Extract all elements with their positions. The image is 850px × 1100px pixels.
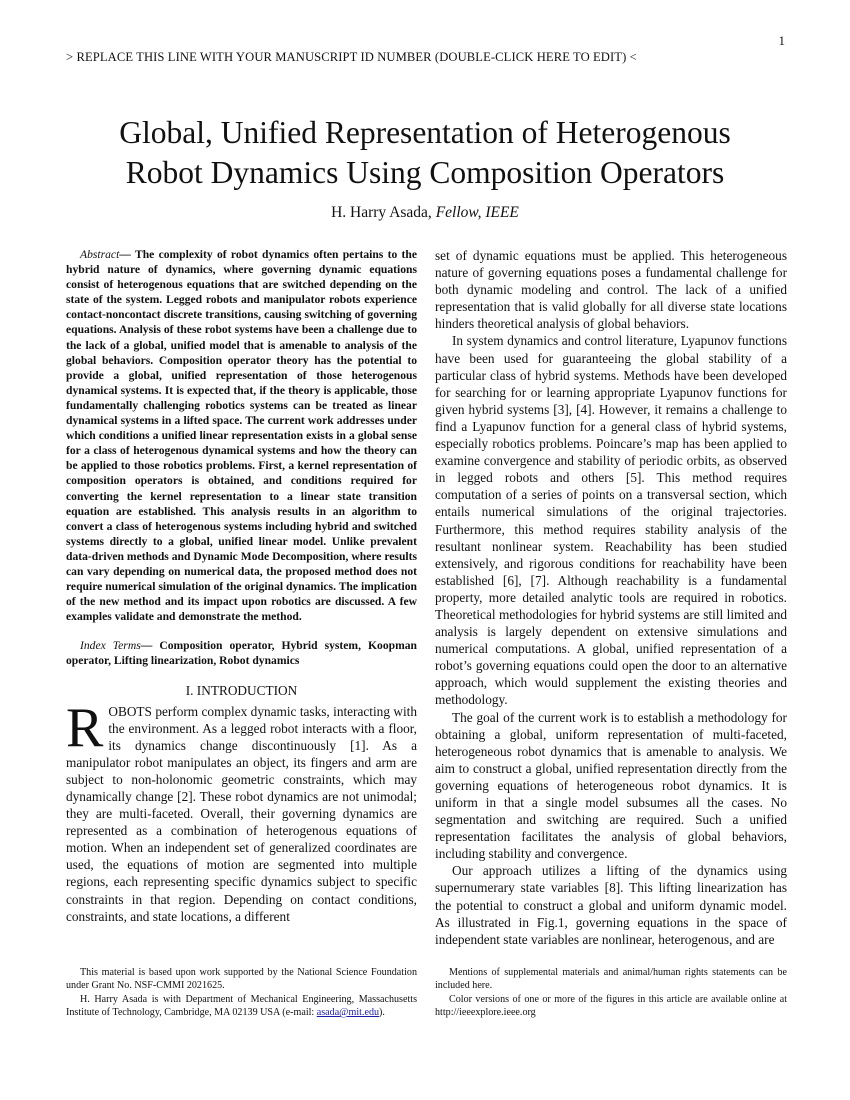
supplemental-footnote: Mentions of supplemental materials and animal/human rights statements can be included here. <box>435 967 787 992</box>
right-footnotes <box>435 966 787 1019</box>
right-paragraph-2: In system dynamics and control literature, Lyapunov functions have been used for guaranteeing the global stability of a particular class of hybrid systems. Methods have been developed for searching for or learning appropriate Lyapunov functions for given hybrid systems [3], [4]. However, it remains a challenge to find a Lyapunov function for a general class of hybrid systems, especially robotics problems. Poincare’s map has been applied to examine convergence and stability of periodic orbits, as observed in legged robots and others [5]. This method requires computation of a series of points on a transversal section, which entails numerical simulations of the original trajectories. Furthermore, this method requires stability analysis of the resultant nonlinear system. Reachability has been studied extensively, and rigorous conditions for reachability have been established [6], [7]. Although reachability is a fundamental property, more detailed analytic tools are required in robotics. Theoretical methodologies for hybrid systems are still limited and analysis is largely dependent on extensive simulations and numerical computations. A global, unified representation of a robot’s governing equations could open the door to an alternative approach, which would supplement the existing theories and methodology. <box>435 333 787 708</box>
funding-footnote: This material is based upon work supported by the National Science Foundation under Grant No. NSF-CMMI 2021625. <box>66 967 417 992</box>
abstract <box>66 247 417 624</box>
author-role: Fellow, IEEE <box>435 204 519 221</box>
color-footnote: Color versions of one or more of the figures in this article are available online at http://ieeexplore.ieee.org <box>435 993 787 1018</box>
email-link[interactable]: asada@mit.edu <box>316 1006 380 1018</box>
right-paragraph-1: set of dynamic equations must be applied. This heterogeneous nature of governing equations poses a fundamental challenge for both dynamic modeling and control. The lack of a unified representation that is valid globally for all diverse state locations hinders theoretical analysis of global behaviors. <box>435 248 787 332</box>
author-name: H. Harry Asada, <box>331 204 436 221</box>
section-heading: I. INTRODUCTION <box>185 682 298 698</box>
left-column <box>66 247 417 925</box>
author-line <box>0 204 850 222</box>
intro-paragraph <box>66 696 417 925</box>
left-footnotes <box>66 966 417 1019</box>
title-line-2: Robot Dynamics Using Composition Operators <box>125 155 725 190</box>
index-terms-label: Index Terms <box>80 639 141 653</box>
page-number: 1 <box>778 33 785 48</box>
affiliation-text: H. Harry Asada is with Department of Mechanical Engineering, Massachusetts Institute of Technology, Cambridge, MA 02139 USA (e-mail: <box>66 993 417 1018</box>
index-terms-text: — Composition operator, Hybrid system, Koopman operator, Lifting linearization, Robot dynamics <box>66 639 417 668</box>
paper-title <box>0 113 850 193</box>
intro-text: OBOTS perform complex dynamic tasks, interacting with the environment. As a legged robot interacts with a floor, its dynamics change discontinuously [1]. As a manipulator robot manipulates an object, its fingers and arm are subject to non-holonomic geometric constraints, which may dynamically change [2]. These robot dynamics are not unimodal; they are multi-faceted. Overall, their governing dynamics are represented as a combination of heterogenous equations of motion. When an independent set of generalized coordinates are used, the equations of motion are segmented into multiple regions, each representing specific dynamics subject to specific constraints in that region. Depending on contact conditions, constraints, and state locations, a different <box>66 703 417 924</box>
abstract-label: Abstract <box>80 248 120 261</box>
index-terms <box>66 638 417 668</box>
manuscript-header: > REPLACE THIS LINE WITH YOUR MANUSCRIPT ID NUMBER (DOUBLE-CLICK HERE TO EDIT) < <box>66 50 637 64</box>
affiliation-footnote <box>66 993 417 1020</box>
right-column <box>435 247 787 948</box>
affiliation-end: ). <box>379 1006 385 1018</box>
abstract-text: — The complexity of robot dynamics often pertains to the hybrid nature of dynamics, where governing dynamic equations consist of heterogenous equations that are switched depending on the state of the system. Legged robots and manipulator robots experience contact-noncontact discrete transitions, causing switching of governing equations. Analysis of these robot systems have been a challenge due to the lack of a global, unified model that is amenable to analysis of the global behaviors. Composition operator theory has the potential to provide a global, unified representation of those heterogenous dynamical systems. It is expected that, if the theory is applicable, those fundamentally challenging robotics systems can be treated as linear dynamical systems in a lifted space. The current work addresses under which conditions a unified linear representation exists in a global sense for a class of heterogenous dynamical systems and how the theory can be applied to those robotics problems. First, a kernel representation of composition operators is obtained, and conditions required for converting the kernel representation to a linear state transition equation are established. This analysis results in an algorithm to convert a class of heterogenous systems including hybrid and switched systems directly to a global, unified linear model. Unlike prevalent data-driven methods and Dynamic Mode Decomposition, where results can vary depending on numerical data, the proposed method does not require numerical simulation of the original dynamics. The implication of the new method and its impact upon robotics are discussed. A few examples validate and demonstrate the method. <box>66 248 417 624</box>
title-line-1: Global, Unified Representation of Heterogenous <box>119 115 731 150</box>
drop-cap: R <box>66 696 104 759</box>
right-paragraph-3: The goal of the current work is to establish a methodology for obtaining a global, uniform representation of multi-faceted, heterogeneous robot dynamics that is amenable to analysis. We aim to construct a global, unified representation directly from the governing equations of heterogeneous robot dynamics. It is uniform in that a single model subsumes all the cases. No segmentation and switching are required. Such a unified representation facilitates the analysis of global behaviors, including stability and convergence. <box>435 709 787 862</box>
right-paragraph-4: Our approach utilizes a lifting of the dynamics using supernumerary state variables [8]. This lifting linearization has the potential to construct a global and uniform dynamic model. As illustrated in Fig.1, governing equations in the space of independent state variables are nonlinear, heterogenous, and are <box>435 863 787 947</box>
